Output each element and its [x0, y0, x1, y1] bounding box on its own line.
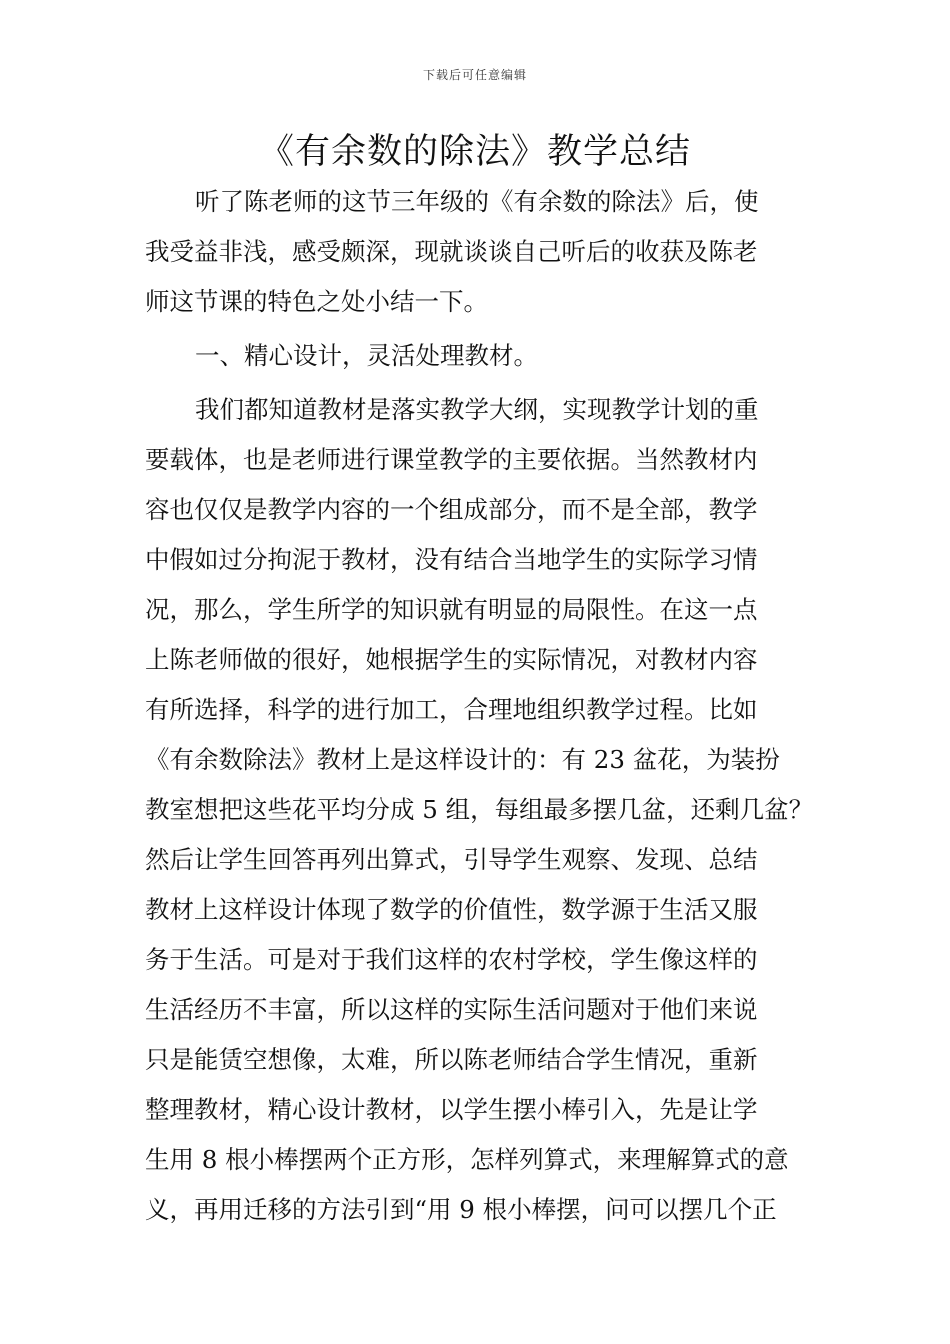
paragraph-2-line-6: 上陈老师做的很好，她根据学生的实际情况，对教材内容: [145, 645, 758, 674]
header-note: 下载后可任意编辑: [422, 68, 527, 82]
paragraph-1-line-2: 我受益非浅，感受颇深，现就谈谈自己听后的收获及陈老: [145, 237, 758, 266]
paragraph-2-line-14: 只是能赁空想像，太难，所以陈老师结合学生情况，重新: [145, 1045, 758, 1074]
document-title: 《有余数的除法》教学总结: [258, 132, 691, 172]
paragraph-2-line-2: 要载体，也是老师进行课堂教学的主要依据。当然教材内: [145, 445, 758, 474]
paragraph-1-line-1: 听了陈老师的这节三年级的《有余数的除法》后，使: [195, 187, 759, 216]
paragraph-2-line-5: 况，那么，学生所学的知识就有明显的局限性。在这一点: [145, 595, 758, 624]
paragraph-2-line-9: 教室想把这些花平均分成 5 组，每组最多摆几盆，还剩几盆？: [145, 795, 814, 824]
paragraph-2-line-3: 容也仅仅是教学内容的一个组成部分，而不是全部，教学: [145, 495, 758, 524]
paragraph-2-line-17: 义，再用迁移的方法引到“用 9 根小棒摆，问可以摆几个正: [145, 1195, 777, 1224]
paragraph-2-line-4: 中假如过分拘泥于教材，没有结合当地学生的实际学习情: [145, 545, 758, 574]
paragraph-2-line-1: 我们都知道教材是落实教学大纲，实现教学计划的重: [195, 395, 759, 424]
document-body: [145, 177, 815, 1235]
paragraph-2-line-16: 生用 8 根小棒摆两个正方形，怎样列算式，来理解算式的意: [145, 1145, 789, 1174]
paragraph-2-line-10: 然后让学生回答再列出算式，引导学生观察、发现、总结: [145, 845, 758, 874]
paragraph-2-line-7: 有所选择，科学的进行加工，合理地组织教学过程。比如: [145, 695, 758, 724]
paragraph-2-line-15: 整理教材，精心设计教材，以学生摆小棒引入，先是让学: [145, 1095, 758, 1124]
paragraph-2-line-12: 务于生活。可是对于我们这样的农村学校，学生像这样的: [145, 945, 758, 974]
section-heading-1: 一、精心设计，灵活处理教材。: [195, 341, 538, 370]
paragraph-2-line-13: 生活经历不丰富，所以这样的实际生活问题对于他们来说: [145, 995, 758, 1024]
paragraph-1-line-3: 师这节课的特色之处小结一下。: [145, 287, 488, 316]
paragraph-2-line-11: 教材上这样设计体现了数学的价值性，数学源于生活又服: [145, 895, 758, 924]
paragraph-2-line-8: 《有余数除法》教材上是这样设计的：有 23 盆花，为装扮: [145, 745, 780, 774]
